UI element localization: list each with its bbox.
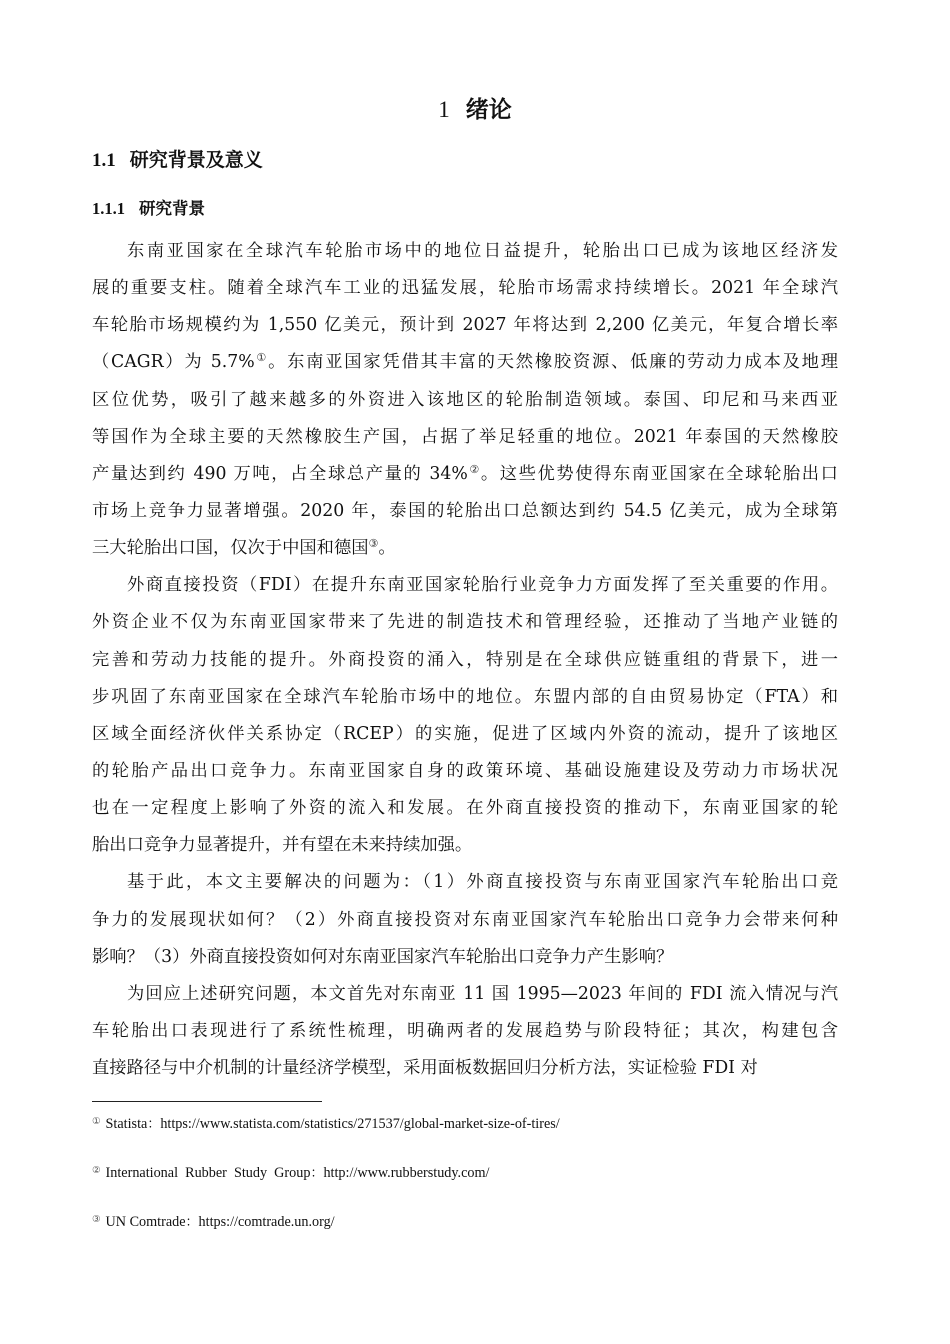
text-line: 东南亚国家在全球汽车轮胎市场中的地位日益提升，轮胎出口已成为该地区经济发 <box>127 241 838 261</box>
text-line <box>92 530 838 567</box>
footnote-source: Statista <box>105 1116 148 1132</box>
text-line: 完善和劳动力技能的提升。外商投资的涌入，特别是在全球供应链重组的背景下，进一 <box>92 649 838 670</box>
subsection-title: 研究背景 <box>139 199 205 218</box>
text-line: 外商直接投资（FDI）在提升东南亚国家轮胎行业竞争力方面发挥了至关重要的作用。 <box>127 575 838 596</box>
text-line <box>92 456 838 493</box>
footnote-reference[interactable]: ① <box>254 351 269 365</box>
footnote-link[interactable]: https://www.statista.com/statistics/271537/global-market-size-of-tires/ <box>160 1116 560 1132</box>
chapter-title <box>0 92 950 128</box>
text-line: 胎出口竞争力显著提升，并有望在未来持续加强。 <box>92 835 473 856</box>
text-line: 步巩固了东南亚国家在全球汽车轮胎市场中的地位。东盟内部的自由贸易协定（FTA）和 <box>92 686 838 707</box>
text-line: 市场上竞争力显著增强。2020 年，泰国的轮胎出口总额达到约 54.5 亿美元，成为全球第 <box>92 500 838 521</box>
text-line: 的轮胎产品出口竞争力。东南亚国家自身的政策环境、基础设施建设及劳动力市场状况 <box>92 760 838 781</box>
footnote-2: ② International Rubber Study Group：http://www.rubberstudy.com/ <box>92 1165 490 1181</box>
text-line: 车轮胎市场规模约为 1,550 亿美元，预计到 2027 年将达到 2,200 亿美元，年复合增长率 <box>92 315 838 336</box>
subsection-number: 1.1.1 <box>92 199 125 218</box>
footnote-link[interactable]: http://www.rubberstudy.com/ <box>323 1165 490 1181</box>
text-line: 外资企业不仅为东南亚国家带来了先进的制造技术和管理经验，还推动了当地产业链的 <box>92 612 838 633</box>
text-line: 争力的发展现状如何？（2）外商直接投资对东南亚国家汽车轮胎出口竞争力会带来何种 <box>92 909 838 930</box>
chapter-title-text: 绪论 <box>465 97 512 123</box>
text-segment: 。东南亚国家凭借其丰富的天然橡胶资源、低廉的劳动力成本及地理 <box>268 352 838 373</box>
text-line: 也在一定程度上影响了外资的流入和发展。在外商直接投资的推动下，东南亚国家的轮 <box>92 798 838 819</box>
text-line: 等国作为全球主要的天然橡胶生产国，占据了举足轻重的地位。2021 年泰国的天然橡胶 <box>92 426 838 447</box>
footnote-source: UN Comtrade <box>105 1214 186 1230</box>
paragraph <box>92 976 838 1087</box>
section-heading <box>92 146 263 175</box>
chapter-number: 1 <box>438 97 450 122</box>
text-segment: （CAGR）为 5.7% <box>92 352 255 373</box>
text-line: 车轮胎出口表现进行了系统性梳理，明确两者的发展趋势与阶段特征；其次，构建包含 <box>92 1020 838 1041</box>
paragraph <box>92 864 838 975</box>
paragraph <box>92 567 838 864</box>
footnote-mark: ① <box>92 1116 101 1127</box>
text-segment: 。 <box>378 538 396 559</box>
text-line: 为回应上述研究问题，本文首先对东南亚 11 国 1995—2023 年间的 FDI 流入情况与汽 <box>127 983 838 1004</box>
text-line: 影响？（3）外商直接投资如何对东南亚国家汽车轮胎出口竞争力产生影响？ <box>92 946 674 967</box>
section-number: 1.1 <box>92 150 116 171</box>
footnote-mark: ② <box>92 1165 101 1176</box>
footnote-divider <box>92 1101 322 1102</box>
text-segment: 。这些优势使得东南亚国家在全球轮胎出口 <box>480 463 838 484</box>
footnote-reference[interactable]: ③ <box>368 537 379 551</box>
subsection-heading <box>92 196 205 222</box>
footnote-link[interactable]: https://comtrade.un.org/ <box>198 1214 335 1230</box>
paragraph <box>92 233 838 567</box>
text-line: 展的重要支柱。随着全球汽车工业的迅猛发展，轮胎市场需求持续增长。2021 年全球汽 <box>92 278 838 299</box>
body-text <box>92 233 838 1087</box>
text-line: 区位优势，吸引了越来越多的外资进入该地区的轮胎制造领域。泰国、印尼和马来西亚 <box>92 389 838 410</box>
text-line: 基于此，本文主要解决的问题为：（1）外商直接投资与东南亚国家汽车轮胎出口竞 <box>127 872 838 893</box>
text-line <box>92 344 838 381</box>
footnote-source: International Rubber Study Group <box>105 1165 311 1181</box>
text-line: 直接路径与中介机制的计量经济学模型，采用面板数据回归分析方法，实证检验 FDI 对 <box>92 1058 758 1079</box>
footnote-3: ③ UN Comtrade：https://comtrade.un.org/ <box>92 1214 335 1230</box>
section-title: 研究背景及意义 <box>129 149 263 171</box>
text-line: 区域全面经济伙伴关系协定（RCEP）的实施，促进了区域内外资的流动，提升了该地区 <box>92 723 838 744</box>
text-segment: 三大轮胎出口国，仅次于中国和德国 <box>92 538 369 559</box>
footnote-reference[interactable]: ② <box>467 462 481 476</box>
footnote-mark: ③ <box>92 1214 101 1225</box>
footnote-1: ① Statista：https://www.statista.com/statistics/271537/global-market-size-of-tires/ <box>92 1116 560 1132</box>
text-segment: 产量达到约 490 万吨，占全球总产量的 34% <box>92 463 468 484</box>
